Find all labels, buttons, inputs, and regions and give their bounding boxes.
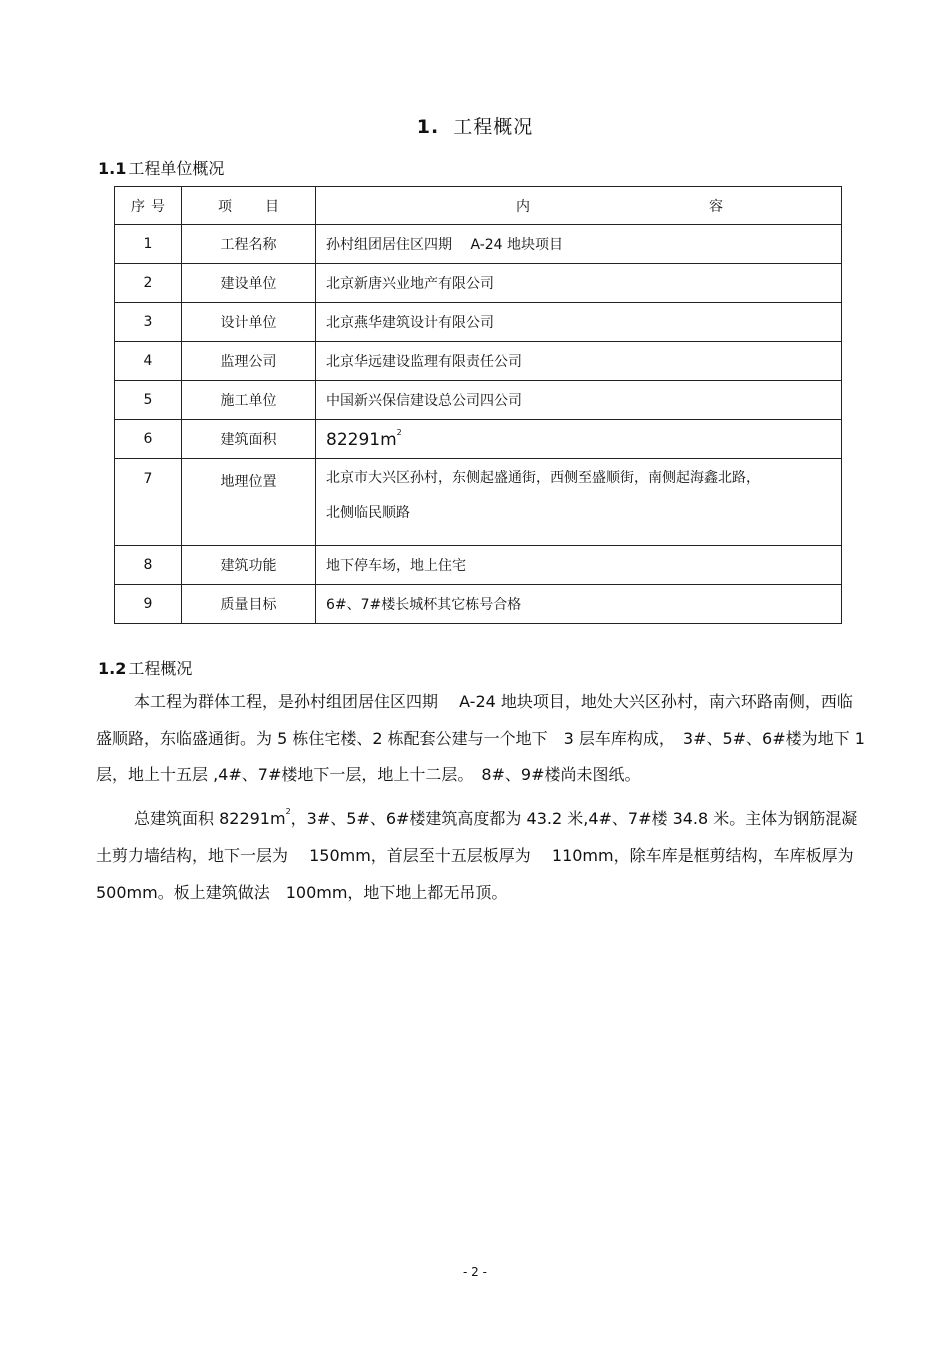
header-content-char2: 容 [709, 198, 723, 215]
table-row [115, 264, 842, 303]
area-unit-superscript: 2 [285, 807, 291, 817]
section-text: 工程概况 [128, 659, 193, 678]
section-heading-1-2 [98, 656, 192, 679]
row-no: 4 [115, 342, 182, 381]
row-item: 施工单位 [182, 381, 316, 420]
header-no [115, 187, 182, 225]
title-text: 工程概况 [453, 116, 534, 138]
table-row [115, 420, 842, 459]
row-item: 设计单位 [182, 303, 316, 342]
row-content: 中国新兴保信建设总公司四公司 [316, 381, 842, 420]
header-content-char1: 内 [516, 198, 530, 215]
table-row [115, 303, 842, 342]
header-item [182, 187, 316, 225]
row-content: 北京燕华建筑设计有限公司 [316, 303, 842, 342]
page-title [0, 112, 950, 139]
paragraph-1: 本工程为群体工程，是孙村组团居住区四期 A-24 地块项目，地处大兴区孙村，南六环路南侧，西临盛顺路，东临盛通街。为 5 栋住宅楼、2 栋配套公建与一个地下 3 层车库构成， 3#、5#、6#楼为地下 1 层，地上十五层 ,4#、7#楼地下一层，地上十二层。 8#、9#楼尚未图纸。 [96, 692, 865, 785]
table-row [115, 546, 842, 585]
area-value: 82291m [326, 430, 397, 450]
row-content-location [316, 459, 842, 546]
row-content: 6#、7#楼长城杯其它栋号合格 [316, 585, 842, 624]
page-number: - 2 - [463, 1265, 487, 1279]
row-content-area [316, 420, 842, 459]
row-item: 工程名称 [182, 225, 316, 264]
row-content: 北京新唐兴业地产有限公司 [316, 264, 842, 303]
row-item: 建筑功能 [182, 546, 316, 585]
row-content: 北京华远建设监理有限责任公司 [316, 342, 842, 381]
section-number: 1.1 [98, 159, 127, 178]
header-content [316, 187, 842, 225]
header-item-char2: 目 [265, 198, 279, 215]
area-unit-superscript: 2 [396, 428, 402, 437]
table-row [115, 225, 842, 264]
row-no: 3 [115, 303, 182, 342]
row-item: 质量目标 [182, 585, 316, 624]
project-unit-table [114, 186, 842, 624]
location-line-1: 北京市大兴区孙村，东侧起盛通街，西侧至盛顺街，南侧起海鑫北路， [326, 470, 760, 486]
header-no-char1: 序 [131, 198, 145, 215]
table-row [115, 459, 842, 546]
row-item: 建设单位 [182, 264, 316, 303]
row-no: 7 [115, 459, 182, 546]
title-number: 1. [416, 116, 440, 138]
table-row [115, 381, 842, 420]
body-text [96, 684, 866, 911]
table-row [115, 342, 842, 381]
paragraph-2-part2: ，3#、5#、6#楼建筑高度都为 43.2 米,4#、7#楼 34.8 米。主体为钢筋混凝土剪力墙结构，地下一层为 150mm，首层至十五层板厚为 110mm，除车库是框剪结构，车库板厚为 500mm。板上建筑做法 100mm，地下地上都无吊顶。 [96, 809, 858, 902]
row-item: 建筑面积 [182, 420, 316, 459]
row-item: 地理位置 [182, 459, 316, 546]
row-no: 8 [115, 546, 182, 585]
paragraph-2 [96, 794, 866, 911]
header-no-char2: 号 [151, 198, 165, 215]
section-heading-1-1 [98, 156, 224, 179]
row-no: 1 [115, 225, 182, 264]
row-content: 地下停车场，地上住宅 [316, 546, 842, 585]
header-item-char1: 项 [218, 198, 232, 215]
table-row [115, 585, 842, 624]
row-item: 监理公司 [182, 342, 316, 381]
section-text: 工程单位概况 [128, 159, 225, 178]
row-content: 孙村组团居住区四期 A-24 地块项目 [316, 225, 842, 264]
row-no: 6 [115, 420, 182, 459]
section-number: 1.2 [98, 659, 127, 678]
row-no: 5 [115, 381, 182, 420]
row-no: 2 [115, 264, 182, 303]
paragraph-2-part1: 总建筑面积 82291m [134, 809, 286, 829]
location-line-2: 北侧临民顺路 [326, 505, 410, 521]
row-no: 9 [115, 585, 182, 624]
table-header-row [115, 187, 842, 225]
